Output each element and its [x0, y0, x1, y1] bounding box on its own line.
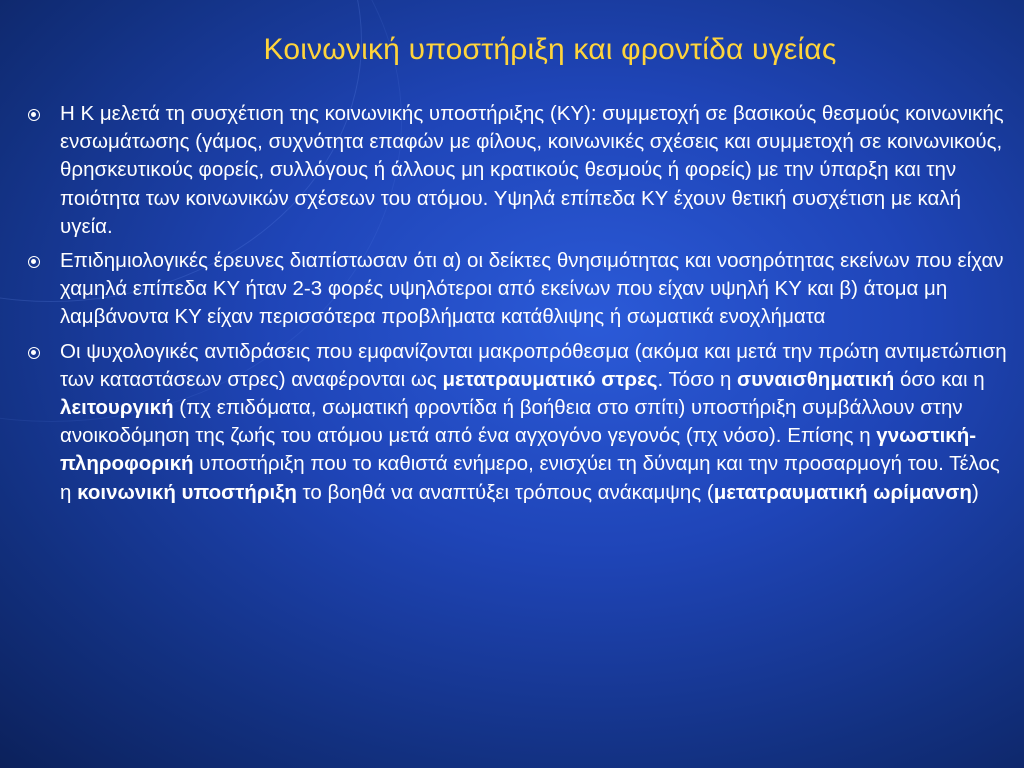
bullet-text	[60, 100, 1010, 241]
emphasis-term: λειτουργική	[60, 396, 174, 420]
text-segment: . Τόσο η	[657, 367, 738, 391]
emphasis-term: κοινωνική υποστήριξη	[77, 480, 297, 504]
bullet-icon	[28, 347, 40, 359]
bullet-text	[60, 247, 1010, 332]
bullet-icon	[28, 109, 40, 121]
text-segment: )	[971, 480, 979, 504]
bullet-item	[24, 100, 1014, 241]
bullet-list	[24, 100, 1014, 513]
emphasis-term: μετατραυματική ωρίμανση	[713, 480, 972, 504]
emphasis-term: γνωστική- πληροφορική	[60, 424, 977, 476]
text-segment: Επιδημιολογικές έρευνες διαπίστωσαν ότι α) οι δείκτες θνησιμότητας και νοσηρότητας εκείνων που είχαν χαμηλά επίπεδα ΚΥ ήταν 2-3 φορές υψηλότεροι από εκείνων που είχαν υψηλή ΚΥ και β) άτομα μη λαμβάνοντα ΚΥ είχαν περισσότερα προβλήματα κατάθλιψης ή σωματικά ενοχλήματα	[60, 249, 1004, 329]
text-segment: (πχ επιδόματα, σωματική φροντίδα ή βοήθεια στο σπίτι) υποστήριξη συμβάλλουν στην ανοικοδόμηση της ζωής του ατόμου μετά από ένα αγχογόνο γεγονός (πχ νόσο). Επίσης η	[60, 396, 963, 448]
emphasis-term: συναισθηματική	[737, 367, 895, 391]
text-segment: το βοηθά να αναπτύξει τρόπους ανάκαμψης (	[296, 480, 714, 504]
text-segment: υποστήριξη που το καθιστά ενήμερο, ενισχύει τη δύναμη και την προσαρμογή του. Τέλος η	[60, 452, 1000, 504]
slide-title: Κοινωνική υποστήριξη και φροντίδα υγείας	[263, 33, 837, 66]
emphasis-term: μετατραυματικό στρες	[442, 367, 658, 391]
bullet-item	[24, 338, 1014, 507]
text-segment: Η Κ μελετά τη συσχέτιση της κοινωνικής υποστήριξης (ΚΥ): συμμετοχή σε βασικούς θεσμούς κοινωνικής ενσωμάτωσης (γάμος, συχνότητα επαφών με φίλους, κοινωνικές σχέσεις και συμμετοχή σε κοινωνικούς, θρησκευτικούς φορείς, συλλόγους ή άλλους μη κρατικούς θεσμούς ή φορείς) με την ύπαρξη και την ποιότητα των κοινωνικών σχέσεων του ατόμου. Υψηλά επίπεδα ΚΥ έχουν θετική συσχέτιση με καλή υγεία.	[60, 102, 1004, 238]
bullet-text	[60, 338, 1010, 507]
bullet-icon	[28, 256, 40, 268]
text-segment: όσο και η	[894, 367, 985, 391]
text-segment: Οι ψυχολογικές αντιδράσεις που εμφανίζονται μακροπρόθεσμα (ακόμα και μετά την πρώτη αντιμετώπιση των καταστάσεων στρες) αναφέρονται ως	[60, 339, 1007, 391]
bullet-item	[24, 247, 1014, 332]
